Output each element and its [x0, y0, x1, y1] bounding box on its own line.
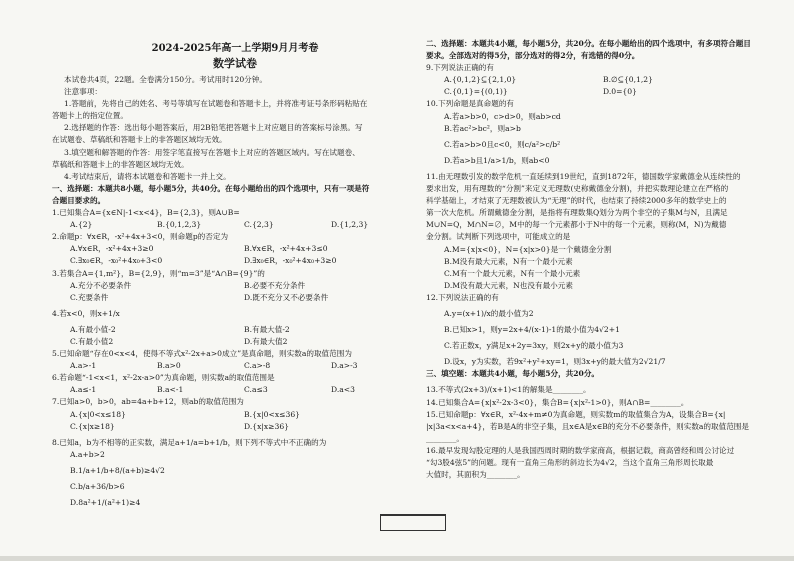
- option: C.M有一个最大元素，N有一个最小元素: [444, 268, 581, 278]
- instruction-line: 注意事项：: [64, 87, 102, 97]
- instruction-line: 2.选择题的作答：选出每小题答案后，用2B铅笔把答题卡上对应题目的答案标号涂黑。写: [64, 123, 363, 133]
- option: C.有最小值2: [70, 336, 114, 346]
- section-heading-cont: 合题目要求的。: [52, 195, 106, 205]
- option-row: [52, 255, 418, 267]
- option-row: [52, 324, 418, 336]
- section-heading-cont: 要求。全部选对的得5分，部分选对的得2分，有选错的得0分。: [426, 51, 640, 61]
- instruction-line: 4.考试结束后，请将本试题卷和答题卡一并上交。: [64, 171, 231, 181]
- question-stem: 9.下列说法正确的有: [426, 63, 494, 73]
- right-column: [426, 38, 762, 481]
- option-row: [52, 409, 418, 421]
- instruction-line: 本试卷共4页，22题。全卷满分150分。考试用时120分钟。: [64, 75, 267, 84]
- option: B.{x|0<x≤36}: [244, 409, 301, 419]
- fill-blank-question: 大值时，其面积为________。: [426, 470, 525, 480]
- option: B.1/a+1/b+8/(a+b)≥4√2: [70, 465, 165, 475]
- option: C.若a>b>0且c<0，则c/a²>c/b²: [444, 139, 561, 149]
- question-stem: 8.已知a，b为不相等的正实数，满足a+1/a=b+1/b，则下列不等式中不正确的为: [52, 437, 327, 447]
- option: A.a>-1: [70, 361, 97, 371]
- option: D.8a²+1/(a²+1)≥4: [70, 498, 141, 508]
- section-heading: 二、选择题：本题共4小题，每小题5分，共20分。在每小题给出的四个选项中，有多项符合题目: [426, 39, 751, 48]
- page-footer-box: [380, 514, 446, 531]
- option: C.若正数x，y满足x+2y=3xy，则2x+y的最小值为3: [444, 341, 624, 351]
- option: A.若a>b>0，c>d>0，则ab>cd: [444, 111, 561, 121]
- question-stem: 11.由无理数引发的数学危机一直延续到19世纪，直到1872年，德国数学家戴德金从连续性的: [426, 171, 741, 181]
- option: D.设x，y为实数，若9x²+y²+xy=1，则3x+y的最大值为2√21/7: [444, 357, 666, 367]
- option: B.已知x>1，则y=2x+4/(x-1)-1的最小值为4√2+1: [444, 325, 620, 335]
- option-row: [52, 243, 418, 255]
- option: C.a>-8: [244, 361, 271, 371]
- question-stem: 10.下列命题是真命题的有: [426, 99, 515, 109]
- option: D.有最大值2: [244, 336, 288, 346]
- question-stem: 金分割。试判断下列选项中，可能成立的是: [426, 232, 571, 242]
- option: C.{2,3}: [244, 220, 274, 230]
- fill-blank-question: |x|3a<x<a+4}，若B是A的非空子集，且x∈A是x∈B的充分不必要条件，则实数a的取值范围是: [426, 421, 749, 431]
- option: A.M={x|x<0}，N={x|x>0}是一个戴德金分割: [444, 244, 612, 254]
- fill-blank-question: “勾3股4弦5”的问题。现有一直角三角形的斜边长为4√2，当这个直角三角形周长取最: [426, 458, 714, 467]
- option: D.既不充分又不必要条件: [244, 292, 329, 302]
- exam-subtitle: 数学试卷: [213, 57, 257, 70]
- instruction-line: 3.填空题和解答题的作答：用签字笔直接写在答题卡上对应的答题区域内。写在试题卷、: [64, 147, 360, 157]
- option: B.a<-1: [157, 385, 184, 395]
- section-heading: 一、选择题：本题共8小题，每小题5分，共40分。在每小题给出的四个选项中，只有一项是符: [52, 183, 370, 193]
- question-stem: 7.已知a>0，b>0，ab=4a+b+12，则ab的取值范围为: [52, 397, 244, 407]
- option: D.若a>b且1/a>1/b，则ab<0: [444, 155, 550, 165]
- question-stem: 第一次大危机。所谓戴德金分割，是指将有理数集Q划分为两个非空的子集M与N，且满足: [426, 208, 728, 218]
- fill-blank-question: 16.最早发现勾股定理的人是我国西周时期的数学家商高，根据记载，商高曾经和周公讨论过: [426, 445, 735, 455]
- option-row: [52, 384, 418, 396]
- option: D.{1,2,3}: [331, 220, 369, 230]
- option-row: [426, 74, 762, 86]
- option: D.M没有最大元素，N也没有最小元素: [444, 280, 573, 290]
- option-row: [52, 292, 418, 304]
- question-stem: 12.下列说法正确的有: [426, 292, 499, 302]
- option: A.充分不必要条件: [70, 280, 132, 290]
- instruction-line: 在试题卷、草稿纸和答题卡上的非答题区域均无效。: [52, 135, 227, 145]
- instruction-line: 答题卡上的指定位置。: [52, 111, 128, 121]
- option-row: [52, 280, 418, 292]
- option: A.{x|0<x≤18}: [70, 409, 126, 419]
- option: C.充要条件: [70, 292, 109, 302]
- option: A.∀x∈R，-x²+4x+3≥0: [70, 244, 154, 254]
- option: C.{0,1}={(0,1)}: [444, 87, 508, 97]
- question-stem: 4.若x<0，则x+1/x: [52, 308, 120, 318]
- option-row: [426, 86, 762, 98]
- question-stem: 5.已知命题“存在0<x<4，使得不等式x²-2x+a>0成立”是真命题，则实数a的取值范围为: [52, 349, 352, 359]
- question-stem: 科学基础上，才结束了无理数被认为“无理”的时代，也结束了持续2000多年的数学史上的: [426, 196, 727, 206]
- option-row: [52, 421, 418, 433]
- option: D.a>-3: [331, 361, 358, 371]
- option: B.a>0: [157, 361, 181, 371]
- option-row: [52, 360, 418, 372]
- option: C.b/a+36/b>6: [70, 482, 125, 491]
- option: C.∃x₀∈R，-x₀²+4x₀+3<0: [70, 256, 163, 266]
- option-row: [52, 219, 418, 231]
- option: B.有最大值-2: [244, 324, 290, 334]
- option: A.{0,1,2}⊆{2,1,0}: [444, 75, 517, 85]
- instruction-line: 草稿纸和答题卡上的非答题区域均无效。: [52, 159, 189, 169]
- question-stem: 2.命题p：∀x∈R，-x²+4x+3<0，则命题p的否定为: [52, 232, 229, 242]
- fill-blank-question: ________。: [426, 433, 464, 443]
- option: D.a<3: [331, 385, 355, 395]
- section-heading: 三、填空题：本题共4小题，每小题5分，共20分。: [426, 369, 600, 379]
- option-row: [52, 336, 418, 348]
- question-stem: 6.若命题“-1<x<1，x²-2x-a>0”为真命题，则实数a的取值范围是: [52, 373, 275, 383]
- option: A.y=(x+1)/x的最小值为2: [444, 308, 534, 318]
- option: A.{2}: [70, 220, 93, 230]
- question-stem: 3.若集合A={1,m²}，B={2,9}，则“m=3”是“A∩B={9}”的: [52, 268, 265, 278]
- fill-blank-question: 13.不等式(2x+3)/(x+1)<1的解集是________。: [426, 385, 591, 395]
- option: B.若ac²>bc²，则a>b: [444, 123, 521, 133]
- option: A.有最小值-2: [70, 324, 116, 334]
- fill-blank-question: 14.已知集合A={x|x²-2x-3<0}，集合B={x|x²-1>0}，则A∩B=________。: [426, 397, 689, 407]
- option: B.M没有最大元素，N有一个最小元素: [444, 256, 573, 266]
- option: B.{0,1,2,3}: [157, 220, 202, 230]
- option: A.a+b>2: [70, 449, 105, 459]
- option: D.∃x₀∈R，-x₀²+4x₀+3≥0: [244, 256, 337, 266]
- option: C.{x|x≥18}: [70, 421, 115, 431]
- option: A.a≤-1: [70, 385, 97, 395]
- fill-blank-question: 15.已知命题p：∀x∈R，x²-4x+m≠0为真命题，则实数m的取值集合为A，设集合B={x|: [426, 409, 726, 419]
- instruction-line: 1.答题前，先将自己的姓名、考号等填写在试题卷和答题卡上，并将准考证号条形码粘贴在: [64, 99, 368, 109]
- exam-title: 2024-2025年高一上学期9月月考卷: [151, 43, 319, 54]
- option: D.0={0}: [603, 87, 637, 97]
- left-column: [52, 38, 418, 509]
- scan-edge: [0, 556, 794, 561]
- question-stem: 1.已知集合A={x∈N|-1<x<4}，B={2,3}，则A∪B=: [52, 208, 240, 218]
- option: C.a≤3: [244, 385, 268, 395]
- question-stem: 要求出发，用有理数的“分割”来定义无理数(史称戴德金分割)，并把实数理论建立在严格的: [426, 184, 729, 194]
- option: B.∀x∈R，-x²+4x+3≤0: [244, 244, 328, 254]
- option: B.必要不充分条件: [244, 280, 306, 290]
- option: B.∅⊆{0,1,2}: [603, 75, 653, 85]
- option: D.{x|x≥36}: [244, 421, 290, 431]
- question-stem: M∪N=Q，M∩N=∅，M中的每一个元素都小于N中的每一个元素，则称(M，N)为戴德: [426, 220, 727, 230]
